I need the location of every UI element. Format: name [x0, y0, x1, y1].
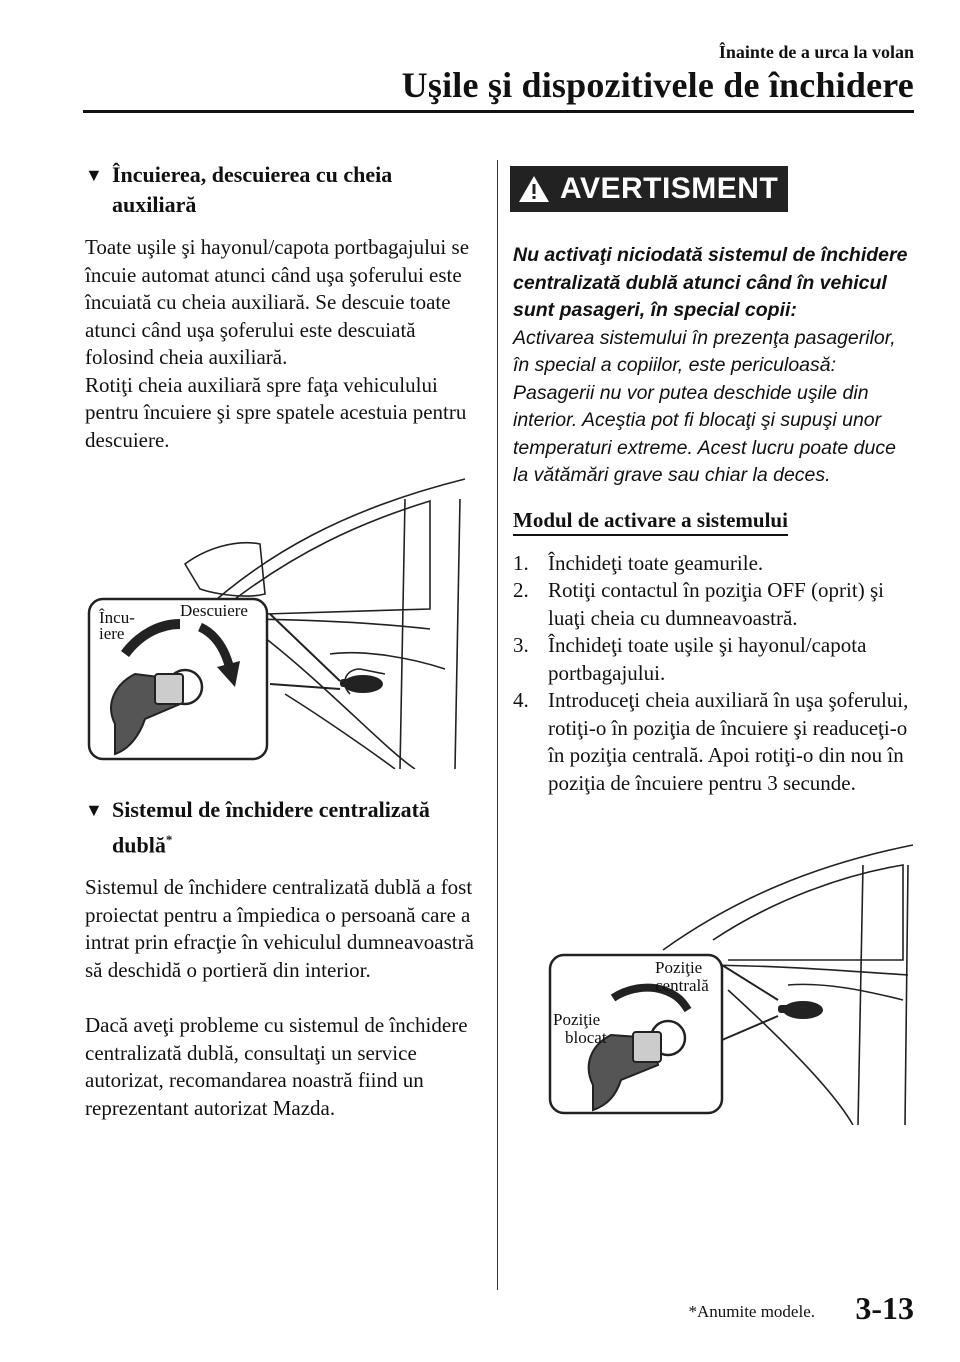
figure-key-lock-unlock: [85, 469, 480, 769]
door-illustration: [513, 840, 915, 1125]
steps-list: [513, 550, 915, 798]
warning-body: Activarea sistemului în prezenţa pasagerilor, în special a copiilor, este periculoasă: Pasagerii nu vor putea deschide uşile din interior. Aceştia pot fi blocaţi şi supuşi unor temperaturi extreme. Acest lucru poate duce la vătămări grave sau chiar la deces.: [513, 326, 896, 486]
label-center-2: centrală: [655, 976, 709, 995]
warning-text: [513, 242, 915, 490]
warning-triangle-icon: [518, 175, 550, 203]
chapter-subtitle: Înainte de a urca la volan: [718, 42, 914, 62]
header-rule: [83, 110, 914, 113]
footnote: *Anumite modele.: [688, 1302, 815, 1321]
paragraph: Sistemul de închidere centralizată dublă a fost proiectat pentru a împiedica o persoană care a intrat prin efracţie în vehiculul dumneavoastră să deschidă o portieră din interior.: [85, 875, 474, 982]
left-column: [85, 160, 480, 1122]
paragraph: Rotiţi cheia auxiliară spre faţa vehiculului pentru încuiere şi spre spatele acestuia pentru descuiere.: [85, 372, 467, 452]
paragraph: Dacă aveţi probleme cu sistemul de închidere centralizată dublă, consultaţi un service autorizat, recomandarea noastră fiind un reprezentant autorizat Mazda.: [85, 1013, 468, 1120]
step: 4. Introduceţi cheia auxiliară în uşa şoferului, rotiţi-o în poziţia de încuiere şi readuceţi-o în poziţia centrală. Apoi rotiţi-o din nou în poziţia de încuiere pentru 3 secunde.: [513, 688, 909, 795]
page-number: 3-13: [855, 1290, 914, 1326]
section-heading: ▼ Sistemul de închidere centralizată dublă*: [85, 797, 430, 858]
label-unlock: Descuiere: [180, 601, 248, 620]
label-locked-1: Poziţie: [553, 1010, 601, 1029]
step: 2. Rotiţi contactul în poziţia OFF (oprit) şi luaţi cheia cu dumneavoastră.: [513, 578, 884, 630]
mode-heading: Modul de activare a sistemului: [513, 508, 788, 536]
section-double-locking: [85, 795, 480, 1122]
label-lock-2: iere: [99, 624, 125, 643]
figure-key-positions: [513, 840, 915, 1125]
label-center-1: Poziţie: [655, 958, 703, 977]
label-locked-2: blocat: [565, 1028, 607, 1047]
warning-banner: AVERTISMENT: [510, 166, 788, 212]
paragraph: Toate uşile şi hayonul/capota portbagajului se încuie automat atunci când uşa şoferului este încuiată cu cheia auxiliară. Se descuie toate atunci când uşa şoferului este descuiată folosind cheia auxiliară.: [85, 235, 470, 369]
page-title: Uşile şi dispozitivele de închidere: [401, 65, 914, 105]
column-divider: [497, 160, 498, 1290]
triangle-icon: ▼: [85, 800, 103, 820]
warning-bold: Nu activaţi niciodată sistemul de închidere centralizată dublă atunci când în vehicul sunt pasageri, în special copii:: [513, 244, 908, 321]
section-key-lock: [85, 160, 480, 454]
step: 3. Închideţi toate uşile şi hayonul/capota portbagajului.: [513, 633, 867, 685]
label-lock-1: Încu-: [99, 608, 135, 627]
right-column: [513, 160, 915, 1125]
triangle-icon: ▼: [85, 165, 103, 185]
section-heading: ▼ Încuierea, descuierea cu cheia auxiliară: [85, 162, 393, 217]
step: 1. Închideţi toate geamurile.: [513, 550, 764, 575]
door-illustration: [85, 469, 480, 769]
